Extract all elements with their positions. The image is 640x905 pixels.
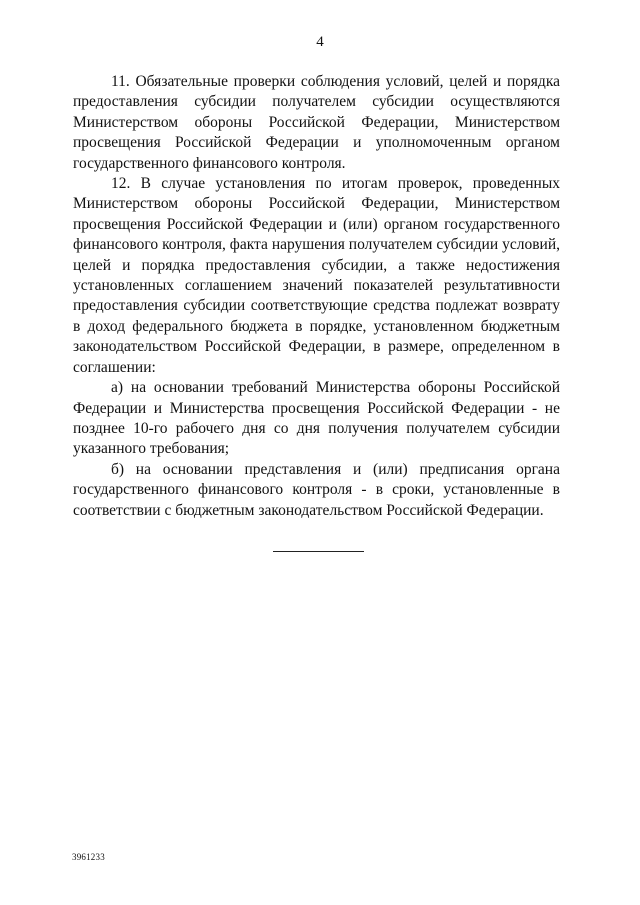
paragraph-11: 11. Обязательные проверки соблюдения условий, целей и порядка предоставления субсидии получателем субсидии осуществляются Министерством обороны Российской Федерации, Министерством просвещения Российской Федерации и уполномоченным органом государственного финансового контроля. [73,73,560,172]
subparagraph-b: б) на основании представления и (или) предписания органа государственного финансового контроля - в сроки, установленные в соответствии с бюджетным законодательством Российской Федерации. [73,460,560,519]
document-body [73,72,560,521]
page-number: 4 [316,34,324,50]
paragraph-12: 12. В случае установления по итогам проверок, проведенных Министерством обороны Российской Федерации, Министерством просвещения Российской Федерации и (или) органом государственного финансового контроля, факта нарушения получателем субсидии условий, целей и порядка предоставления субсидии, а также недостижения установленных соглашением значений показателей результативности предоставления субсидии соответствующие средства подлежат возврату в доход федерального бюджета в порядке, установленном бюджетным законодательством Российской Федерации, в размере, определенном в соглашении: [73,175,560,376]
end-of-text-rule [273,551,364,552]
subparagraph-a: а) на основании требований Министерства обороны Российской Федерации и Министерства просвещения Российской Федерации - не позднее 10-го рабочего дня со дня получения получателем субсидии указанного требования; [73,379,560,458]
document-id: 3961233 [72,852,105,862]
